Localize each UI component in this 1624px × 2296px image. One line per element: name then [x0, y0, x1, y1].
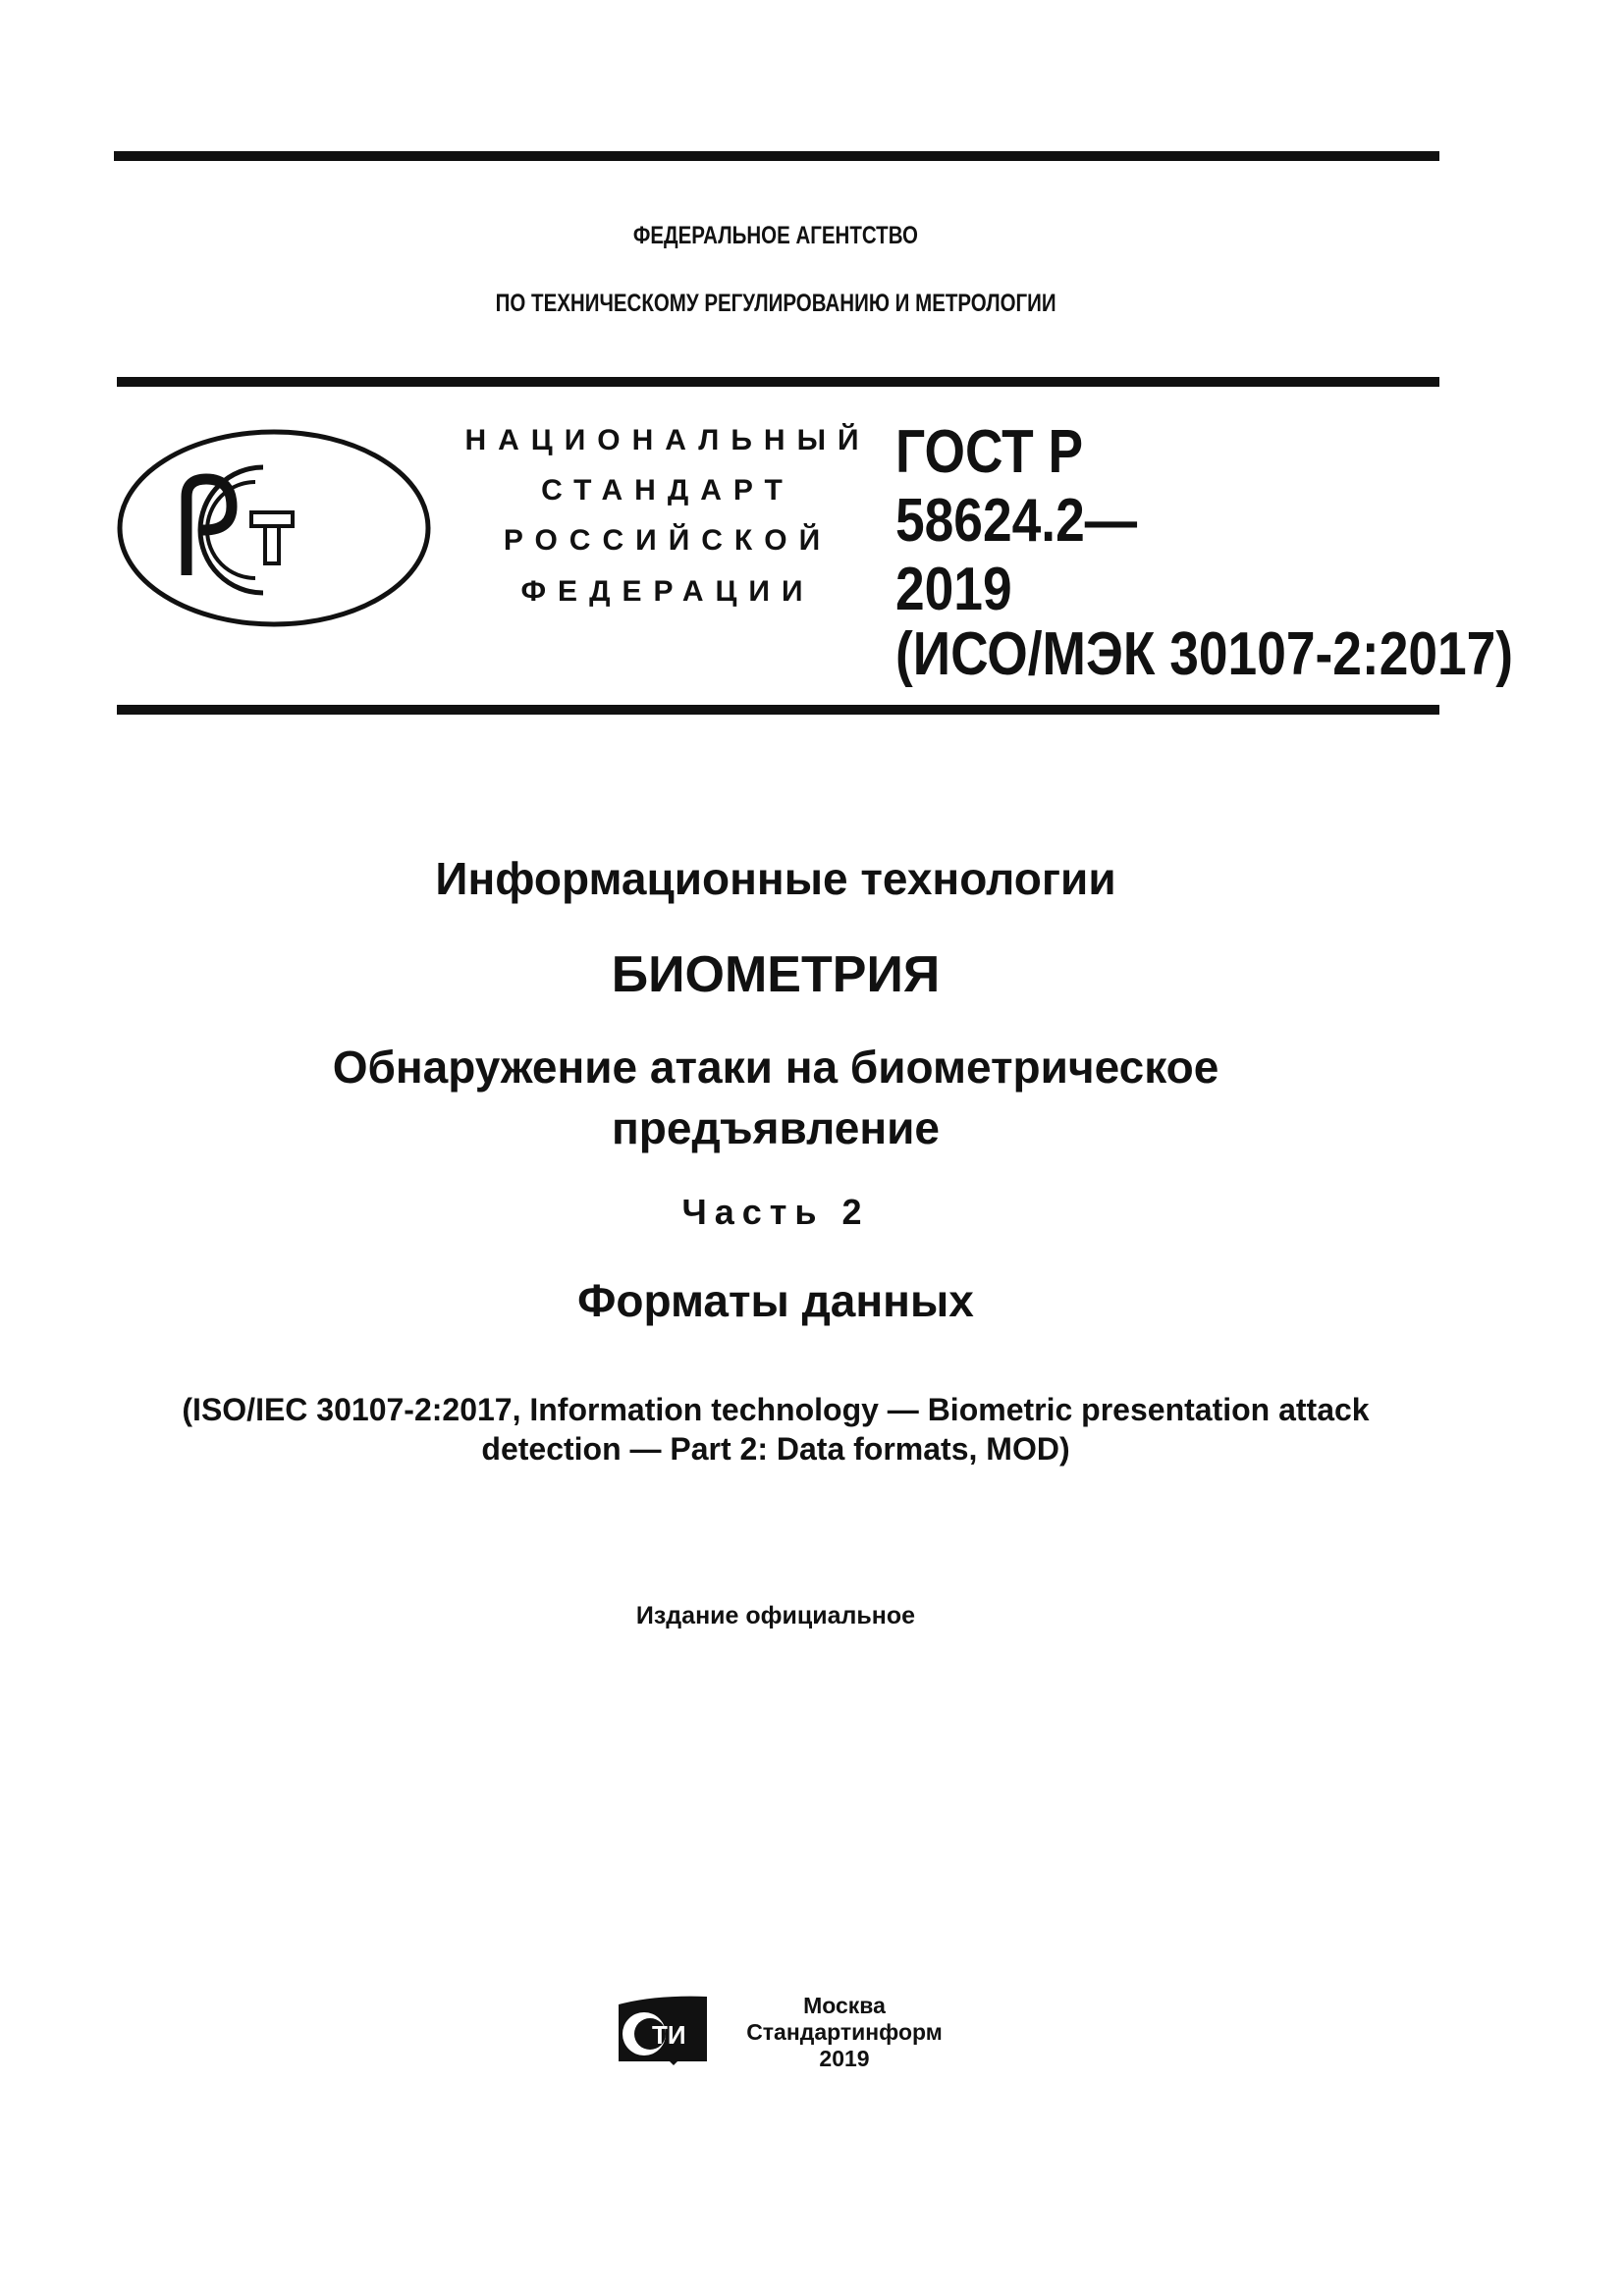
gost-number-line-1: ГОСТ Р: [895, 418, 1084, 486]
title-line-4: предъявление: [612, 1102, 940, 1153]
iso-title-line-2: detection — Part 2: Data formats, MOD): [481, 1431, 1070, 1467]
agency-line-2-text: ПО ТЕХНИЧЕСКОМУ РЕГУЛИРОВАНИЮ И МЕТРОЛОГИИ: [495, 290, 1056, 317]
standartinform-logo: [617, 1993, 709, 2069]
title-line-3: Обнаружение атаки на биометрическое: [332, 1041, 1219, 1093]
gost-number-line-3: 2019: [895, 556, 1012, 623]
agency-line-1-text: ФЕДЕРАЛЬНОЕ АГЕНТСТВО: [632, 222, 919, 249]
national-line-2: СТАНДАРТ: [541, 474, 794, 507]
national-line-1: НАЦИОНАЛЬНЫЙ: [464, 424, 871, 456]
national-line-4: ФЕДЕРАЦИИ: [520, 575, 815, 608]
sti-logo-text: ТИ: [652, 2020, 686, 2050]
gost-iso-reference: (ИСО/МЭК 30107-2:2017): [895, 620, 1514, 688]
subtitle: Форматы данных: [577, 1275, 974, 1326]
header-rule: [117, 377, 1439, 387]
part-label: Часть 2: [681, 1192, 870, 1232]
edition-label: Издание официальное: [635, 1602, 916, 1629]
publisher-name: Стандартинформ: [746, 2019, 943, 2045]
publisher-block: [727, 1993, 962, 2072]
national-line-3: РОССИЙСКОЙ: [503, 524, 833, 557]
title-line-2: БИОМЕТРИЯ: [611, 946, 941, 1003]
agency-line-1: [0, 222, 1551, 250]
rst-logo: [116, 428, 432, 628]
gost-number-line-2: 58624.2—: [895, 487, 1138, 555]
top-rule: [114, 151, 1439, 161]
iso-title-line-1: (ISO/IEC 30107-2:2017, Information technology — Biometric presentation attack: [182, 1392, 1370, 1427]
standard-rule: [117, 705, 1439, 715]
publisher-year: 2019: [819, 2046, 870, 2071]
agency-line-2: [0, 290, 1551, 318]
title-line-1: Информационные технологии: [435, 853, 1116, 904]
publisher-city: Москва: [803, 1993, 886, 2018]
